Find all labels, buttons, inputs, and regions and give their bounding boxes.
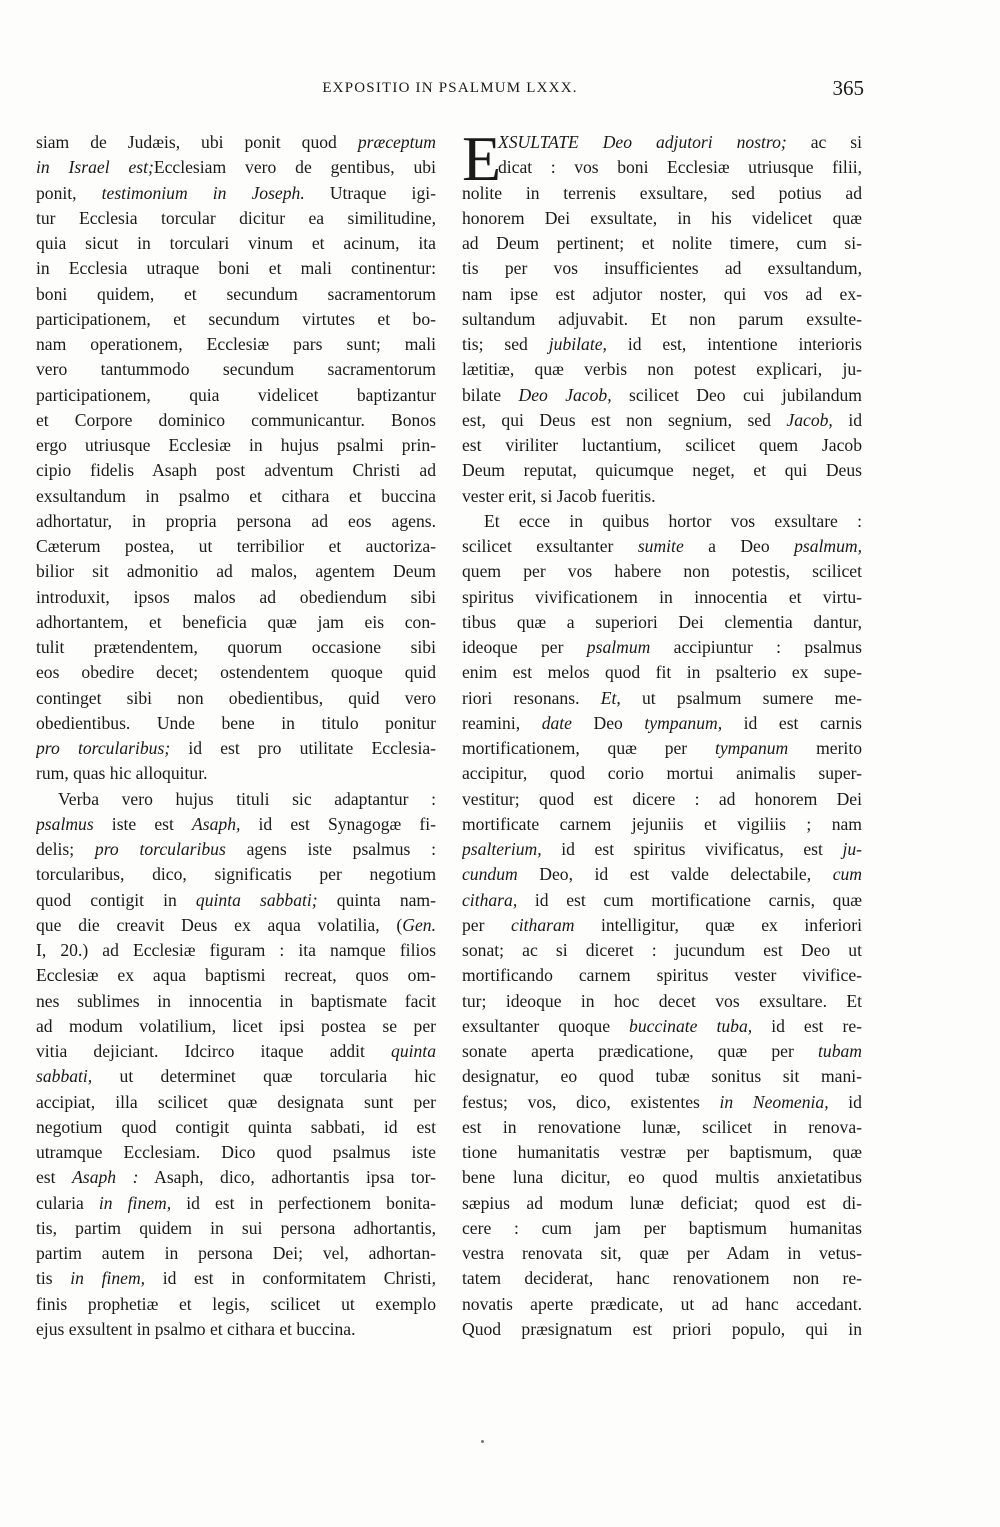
text-line: [462, 635, 862, 660]
text-run: adhortatur, in propria persona ad eos agens.: [36, 510, 436, 531]
text-run: nam ipse est adjutor noster, qui vos ad ex-: [462, 283, 862, 304]
text-run: nolite in terrenis exsultare, sed potius ad: [462, 182, 862, 203]
text-line: [36, 231, 436, 256]
text-line: [36, 181, 436, 206]
italic-phrase: psalmum,: [794, 536, 862, 556]
italic-phrase: in finem,: [98, 1192, 172, 1213]
text-line: [462, 913, 862, 938]
text-run: reamini,: [462, 712, 542, 733]
italic-phrase: Gen.: [402, 914, 436, 935]
text-line: [36, 1317, 436, 1342]
text-run: negotium quod contigit quinta sabbati, id est: [36, 1116, 436, 1137]
text-line: [36, 635, 436, 660]
text-run: ad Deum pertinent; et nolite timere, cum si-: [462, 233, 862, 253]
text-run: ac si: [786, 132, 862, 152]
text-run: bilior sit admonitio ad malos, agentem Deum: [36, 561, 436, 582]
text-line: [462, 761, 862, 786]
text-run: Asaph, dico, adhortantis ipsa tor-: [138, 1167, 436, 1188]
text-run: tis: [36, 1268, 71, 1289]
text-run: tur Ecclesia torcular dicitur ea similitudine,: [36, 207, 436, 228]
text-run: Ecclesiam vero de gentibus, ubi: [153, 157, 436, 178]
text-run: id est re-: [752, 1015, 862, 1036]
text-run: ideoque per: [462, 637, 587, 657]
text-line: [36, 357, 436, 382]
drop-cap: E: [462, 123, 502, 194]
text-line: [462, 1165, 862, 1190]
text-line: [462, 989, 862, 1014]
text-line: [462, 408, 862, 433]
italic-phrase: cundum: [462, 864, 518, 885]
text-run: Quod præsignatum est priori populo, qui in: [462, 1318, 862, 1339]
text-run: quinta nam-: [317, 889, 436, 910]
text-run: I, 20.) ad Ecclesiæ figuram : ita namque filios: [36, 940, 436, 960]
text-run: torcularibus, dico, significatis per negotium: [36, 864, 436, 885]
text-run: tis, partim quidem in sui persona adhortantis,: [36, 1217, 436, 1238]
italic-phrase: Asaph,: [192, 813, 241, 834]
left-text-column: [36, 130, 436, 1342]
text-line: [462, 1140, 862, 1165]
text-run: ergo utriusque Ecclesiæ in hujus psalmi prin-: [36, 435, 436, 455]
text-run: Utraque igi-: [304, 182, 436, 203]
text-line: [36, 938, 436, 963]
text-line: [462, 1090, 862, 1115]
text-run: est viriliter luctantium, scilicet quem Jacob: [462, 435, 862, 455]
text-line: [36, 408, 436, 433]
text-line: [36, 1165, 436, 1190]
text-run: id est in perfectionem bonita-: [171, 1192, 436, 1213]
text-run: eos obedire decet; ostendentem quoque quid: [36, 662, 436, 683]
text-line: [462, 332, 862, 357]
text-line: [462, 256, 862, 281]
text-line: [36, 686, 436, 711]
text-run: Deum reputat, quicumque neget, et qui Deus: [462, 460, 862, 481]
text-run: intelligitur, quæ ex inferiori: [574, 914, 862, 935]
text-line: [462, 458, 862, 483]
italic-phrase: Asaph :: [72, 1167, 139, 1188]
text-run: participationem, quia videlicet baptizantur: [36, 384, 436, 405]
text-run: mortificate carnem jejuniis et vigiliis ; nam: [462, 813, 862, 834]
text-run: accipitur, quod corio mortui animalis super-: [462, 763, 862, 784]
text-run: mortificationem, quæ per: [462, 738, 715, 758]
text-run: Deo, id est valde delectabile,: [517, 864, 833, 885]
text-run: sæpius ad modum lunæ deficiat; quod est di-: [462, 1192, 862, 1213]
text-line: [36, 130, 436, 155]
italic-phrase: Et,: [600, 687, 621, 708]
text-line: [36, 433, 436, 458]
text-run: est in renovatione lunæ, scilicet in renova-: [462, 1116, 862, 1137]
text-run: id: [832, 409, 862, 430]
text-line: [462, 660, 862, 685]
text-run: vestra renovata sit, quæ per Adam in vetus-: [462, 1243, 862, 1263]
text-run: bene luna dicitur, eo quod multis anxietatibus: [462, 1167, 862, 1188]
text-run: id est carnis: [722, 712, 862, 733]
text-run: festus; vos, dico, existentes: [462, 1091, 720, 1112]
text-line: [462, 787, 862, 812]
text-run: merito: [788, 738, 862, 758]
text-line: [36, 534, 436, 559]
text-run: scilicet exsultanter: [462, 536, 638, 556]
text-run: id est in conformitatem Christi,: [145, 1268, 436, 1289]
text-run: cere : cum jam per baptismum humanitas: [462, 1217, 862, 1238]
text-run: id est, intentione interioris: [606, 334, 862, 354]
text-run: obedientibus. Unde bene in titulo ponitur: [36, 712, 436, 733]
text-run: nes sublimes in innocentia in baptismate facit: [36, 990, 436, 1011]
text-line: [462, 1266, 862, 1291]
text-line: [462, 837, 862, 862]
text-run: accipiuntur : psalmus: [650, 637, 862, 657]
text-line: [36, 307, 436, 332]
text-run: id est cum mortificatione carnis, quæ: [517, 889, 862, 910]
italic-phrase: Jacob,: [786, 409, 833, 430]
text-line: [462, 1115, 862, 1140]
text-run: vestitur; quod est dicere : ad honorem Dei: [462, 788, 862, 809]
text-line: [36, 1140, 436, 1165]
text-line: [36, 1090, 436, 1115]
text-line: [462, 938, 862, 963]
text-line: [462, 307, 862, 332]
text-run: que die creavit Deus ex aqua volatilia, (: [36, 914, 403, 935]
text-run: sonat; ac si diceret : jucundum est Deo ut: [462, 940, 862, 960]
text-line: [462, 862, 862, 887]
italic-phrase: ju-: [842, 839, 862, 859]
text-run: adhortantem, et beneficia quæ jam eis con-: [36, 611, 436, 632]
text-line: [462, 1039, 862, 1064]
italic-phrase: in finem,: [70, 1268, 146, 1289]
text-line: [36, 888, 436, 913]
italic-phrase: citharam: [510, 914, 575, 935]
italic-phrase: Deo Jacob,: [518, 384, 612, 405]
text-line: [36, 711, 436, 736]
text-run: cularia: [36, 1192, 99, 1213]
italic-phrase: quinta sabbati;: [195, 889, 318, 910]
text-line: [462, 1317, 862, 1342]
italic-phrase: tympanum: [714, 738, 789, 758]
text-line: [36, 458, 436, 483]
text-run: mortificando carnem spiritus vester vivifice-: [462, 965, 862, 986]
italic-phrase: in Israel est;: [36, 157, 154, 178]
text-line: [462, 509, 862, 534]
text-line: [462, 484, 862, 509]
text-line: [462, 1241, 862, 1266]
right-text-column: [462, 123, 862, 1342]
text-run: Ecclesiæ ex aqua baptismi recreat, quos om-: [36, 965, 436, 986]
text-line: [36, 1241, 436, 1266]
text-line: [462, 1064, 862, 1089]
text-run: cipio fidelis Asaph post adventum Christi ad: [36, 460, 436, 481]
text-run: id: [828, 1091, 862, 1112]
text-line: [36, 862, 436, 887]
text-run: Et ecce in quibus hortor vos exsultare :: [484, 510, 862, 531]
text-line: [462, 181, 862, 206]
italic-phrase: in Neomenia,: [719, 1091, 829, 1112]
text-run: participationem, et secundum virtutes et bo-: [36, 308, 436, 329]
italic-phrase: præceptum: [357, 132, 436, 152]
text-run: delis;: [36, 839, 95, 859]
text-line: [36, 736, 436, 761]
text-run: tur; ideoque in hoc decet vos exsultare. Et: [462, 990, 862, 1011]
italic-phrase: jubilate,: [548, 334, 607, 354]
text-run: in Ecclesia utraque boni et mali continentur:: [36, 258, 436, 279]
text-line: [36, 963, 436, 988]
italic-phrase: sabbati,: [36, 1066, 93, 1087]
italic-phrase: XSULTATE Deo adjutori nostro;: [498, 132, 787, 152]
text-line: [36, 559, 436, 584]
italic-phrase: pro torcularibus: [94, 839, 226, 859]
text-run: introduxit, ipsos malos ad obediendum sibi: [36, 586, 436, 607]
text-run: finis prophetiæ et legis, scilicet ut exemplo: [36, 1293, 436, 1314]
running-title: EXPOSITIO IN PSALMUM LXXX.: [322, 80, 578, 96]
text-line: [462, 1292, 862, 1317]
text-run: riori resonans.: [462, 687, 601, 708]
text-line: [462, 610, 862, 635]
text-run: dicat : vos boni Ecclesiæ utriusque filii,: [498, 157, 862, 178]
text-run: designatur, eo quod tubæ sonitus sit mani-: [462, 1066, 862, 1087]
text-run: tulit prætendentem, quorum occasione sibi: [36, 637, 436, 657]
text-run: partim autem in persona Dei; vel, adhortan-: [36, 1243, 436, 1263]
italic-phrase: quinta: [391, 1041, 436, 1061]
italic-phrase: pro torcularibus;: [36, 738, 171, 758]
text-run: iste est: [93, 813, 193, 834]
text-line: [462, 1014, 862, 1039]
text-line: [36, 332, 436, 357]
text-run: a Deo: [683, 536, 795, 556]
italic-phrase: testimonium in Joseph.: [101, 182, 305, 203]
italic-phrase: buccinate tuba,: [629, 1015, 753, 1036]
text-run: novatis aperte prædicate, ut ad hanc accedant.: [462, 1293, 862, 1314]
text-line: [462, 1216, 862, 1241]
text-line: [36, 837, 436, 862]
text-run: exsultandum in psalmo et cithara et buccina: [36, 485, 436, 506]
text-line: [36, 1115, 436, 1140]
text-line: [36, 1064, 436, 1089]
text-run: rum, quas hic alloquitur.: [36, 763, 208, 784]
text-line: [462, 585, 862, 610]
text-run: lætitiæ, quæ verbis non potest explicari, ju-: [462, 359, 862, 380]
text-line: [36, 509, 436, 534]
text-line: [462, 736, 862, 761]
text-line: [462, 231, 862, 256]
text-run: vero tantummodo secundum sacramentorum: [36, 359, 436, 380]
text-line: [462, 963, 862, 988]
text-run: Deo: [571, 712, 645, 733]
text-line: [36, 1014, 436, 1039]
text-run: tione humanitatis vestræ per baptismum, quæ: [462, 1142, 862, 1162]
text-run: exsultanter quoque: [462, 1015, 630, 1036]
text-run: ut determinet quæ torcularia hic: [92, 1066, 436, 1087]
text-run: boni quidem, et secundum sacramentorum: [36, 283, 436, 304]
text-run: sultandum adjuvabit. Et non parum exsulte-: [462, 308, 862, 329]
italic-phrase: date: [541, 712, 572, 733]
text-run: agens iste psalmus :: [225, 839, 436, 859]
text-line: [36, 585, 436, 610]
text-line: [36, 1266, 436, 1291]
text-line: [36, 610, 436, 635]
text-line: [36, 206, 436, 231]
text-run: enim est melos quod fit in psalterio ex supe-: [462, 662, 862, 683]
text-run: et Corpore dominico communicantur. Bonos: [36, 409, 436, 430]
text-line: [36, 1191, 436, 1216]
text-run: vester erit, si Jacob fueritis.: [462, 485, 656, 506]
text-line: [462, 433, 862, 458]
text-run: utramque Ecclesiam. Dico quod psalmus iste: [36, 1142, 436, 1162]
text-run: Verba vero hujus tituli sic adaptantur :: [58, 788, 436, 809]
text-line: [462, 130, 862, 155]
text-run: id est spiritus vivificatus, est: [541, 839, 843, 859]
text-run: tis; sed: [462, 334, 549, 354]
italic-phrase: cum: [832, 864, 862, 885]
text-line: [36, 989, 436, 1014]
text-run: est: [36, 1167, 73, 1188]
page-number: 365: [832, 76, 864, 100]
italic-phrase: tympanum,: [644, 712, 723, 733]
italic-phrase: sumite: [637, 536, 684, 556]
italic-phrase: cithara,: [462, 889, 518, 910]
text-run: tibus quæ a superiori Dei clementia dantur,: [462, 611, 862, 632]
text-line: [462, 534, 862, 559]
text-line: [462, 711, 862, 736]
text-line: [462, 206, 862, 231]
page-speck: [481, 1440, 484, 1443]
text-run: id est Synagogæ fi-: [240, 813, 436, 834]
text-run: nam operationem, Ecclesiæ pars sunt; mali: [36, 334, 436, 354]
italic-phrase: psalmus: [36, 813, 94, 834]
text-run: per: [462, 914, 511, 935]
text-run: spiritus vivificationem in innocentia et virtu-: [462, 586, 862, 607]
text-run: id est pro utilitate Ecclesia-: [170, 738, 436, 758]
text-line: [462, 383, 862, 408]
text-run: est, qui Deus est non segnium, sed: [462, 409, 787, 430]
text-run: quem per vos habere non potestis, scilicet: [462, 561, 862, 582]
text-line: [462, 559, 862, 584]
text-line: [36, 256, 436, 281]
text-line: [36, 1216, 436, 1241]
text-line: [462, 888, 862, 913]
text-run: quod contigit in: [36, 889, 196, 910]
text-run: scilicet Deo cui jubilandum: [611, 384, 862, 405]
text-line: [36, 913, 436, 938]
text-run: quia sicut in torculari vinum et acinum, ita: [36, 233, 436, 253]
text-run: siam de Judæis, ubi ponit quod: [36, 132, 358, 152]
italic-phrase: psalterium,: [462, 839, 542, 859]
text-run: honorem Dei exsultate, in his videlicet quæ: [462, 207, 862, 228]
text-line: [36, 484, 436, 509]
text-line: [36, 660, 436, 685]
text-line: [462, 1191, 862, 1216]
text-run: tis per vos insufficientes ad exsultandum,: [462, 258, 862, 279]
text-line: [36, 383, 436, 408]
text-run: sonate aperta prædicatione, quæ per: [462, 1041, 819, 1061]
text-line: [462, 155, 862, 180]
text-line: [462, 686, 862, 711]
text-run: tatem deciderat, hanc renovationem non re-: [462, 1268, 862, 1289]
text-run: bilate: [462, 384, 519, 405]
text-run: ponit,: [36, 182, 102, 203]
text-line: [36, 761, 436, 786]
text-run: ut psalmum sumere me-: [620, 687, 862, 708]
italic-phrase: tubam: [818, 1041, 862, 1061]
text-line: [36, 1292, 436, 1317]
text-run: continget sibi non obedientibus, quid vero: [36, 687, 436, 708]
text-line: [462, 357, 862, 382]
text-line: [462, 812, 862, 837]
text-line: [36, 155, 436, 180]
italic-phrase: psalmum: [586, 637, 651, 657]
text-run: ad modum volatilium, licet ipsi postea se per: [36, 1015, 436, 1036]
text-line: [462, 282, 862, 307]
text-run: ejus exsultent in psalmo et cithara et buccina.: [36, 1318, 356, 1339]
text-line: [36, 282, 436, 307]
text-line: [36, 787, 436, 812]
text-run: vitia dejiciant. Idcirco itaque addit: [36, 1041, 392, 1061]
text-line: [36, 812, 436, 837]
running-header: [36, 76, 864, 106]
text-run: accipiat, illa scilicet quæ designata sunt per: [36, 1091, 436, 1112]
text-run: Cæterum postea, ut terribilior et auctoriza-: [36, 536, 436, 556]
text-line: [36, 1039, 436, 1064]
